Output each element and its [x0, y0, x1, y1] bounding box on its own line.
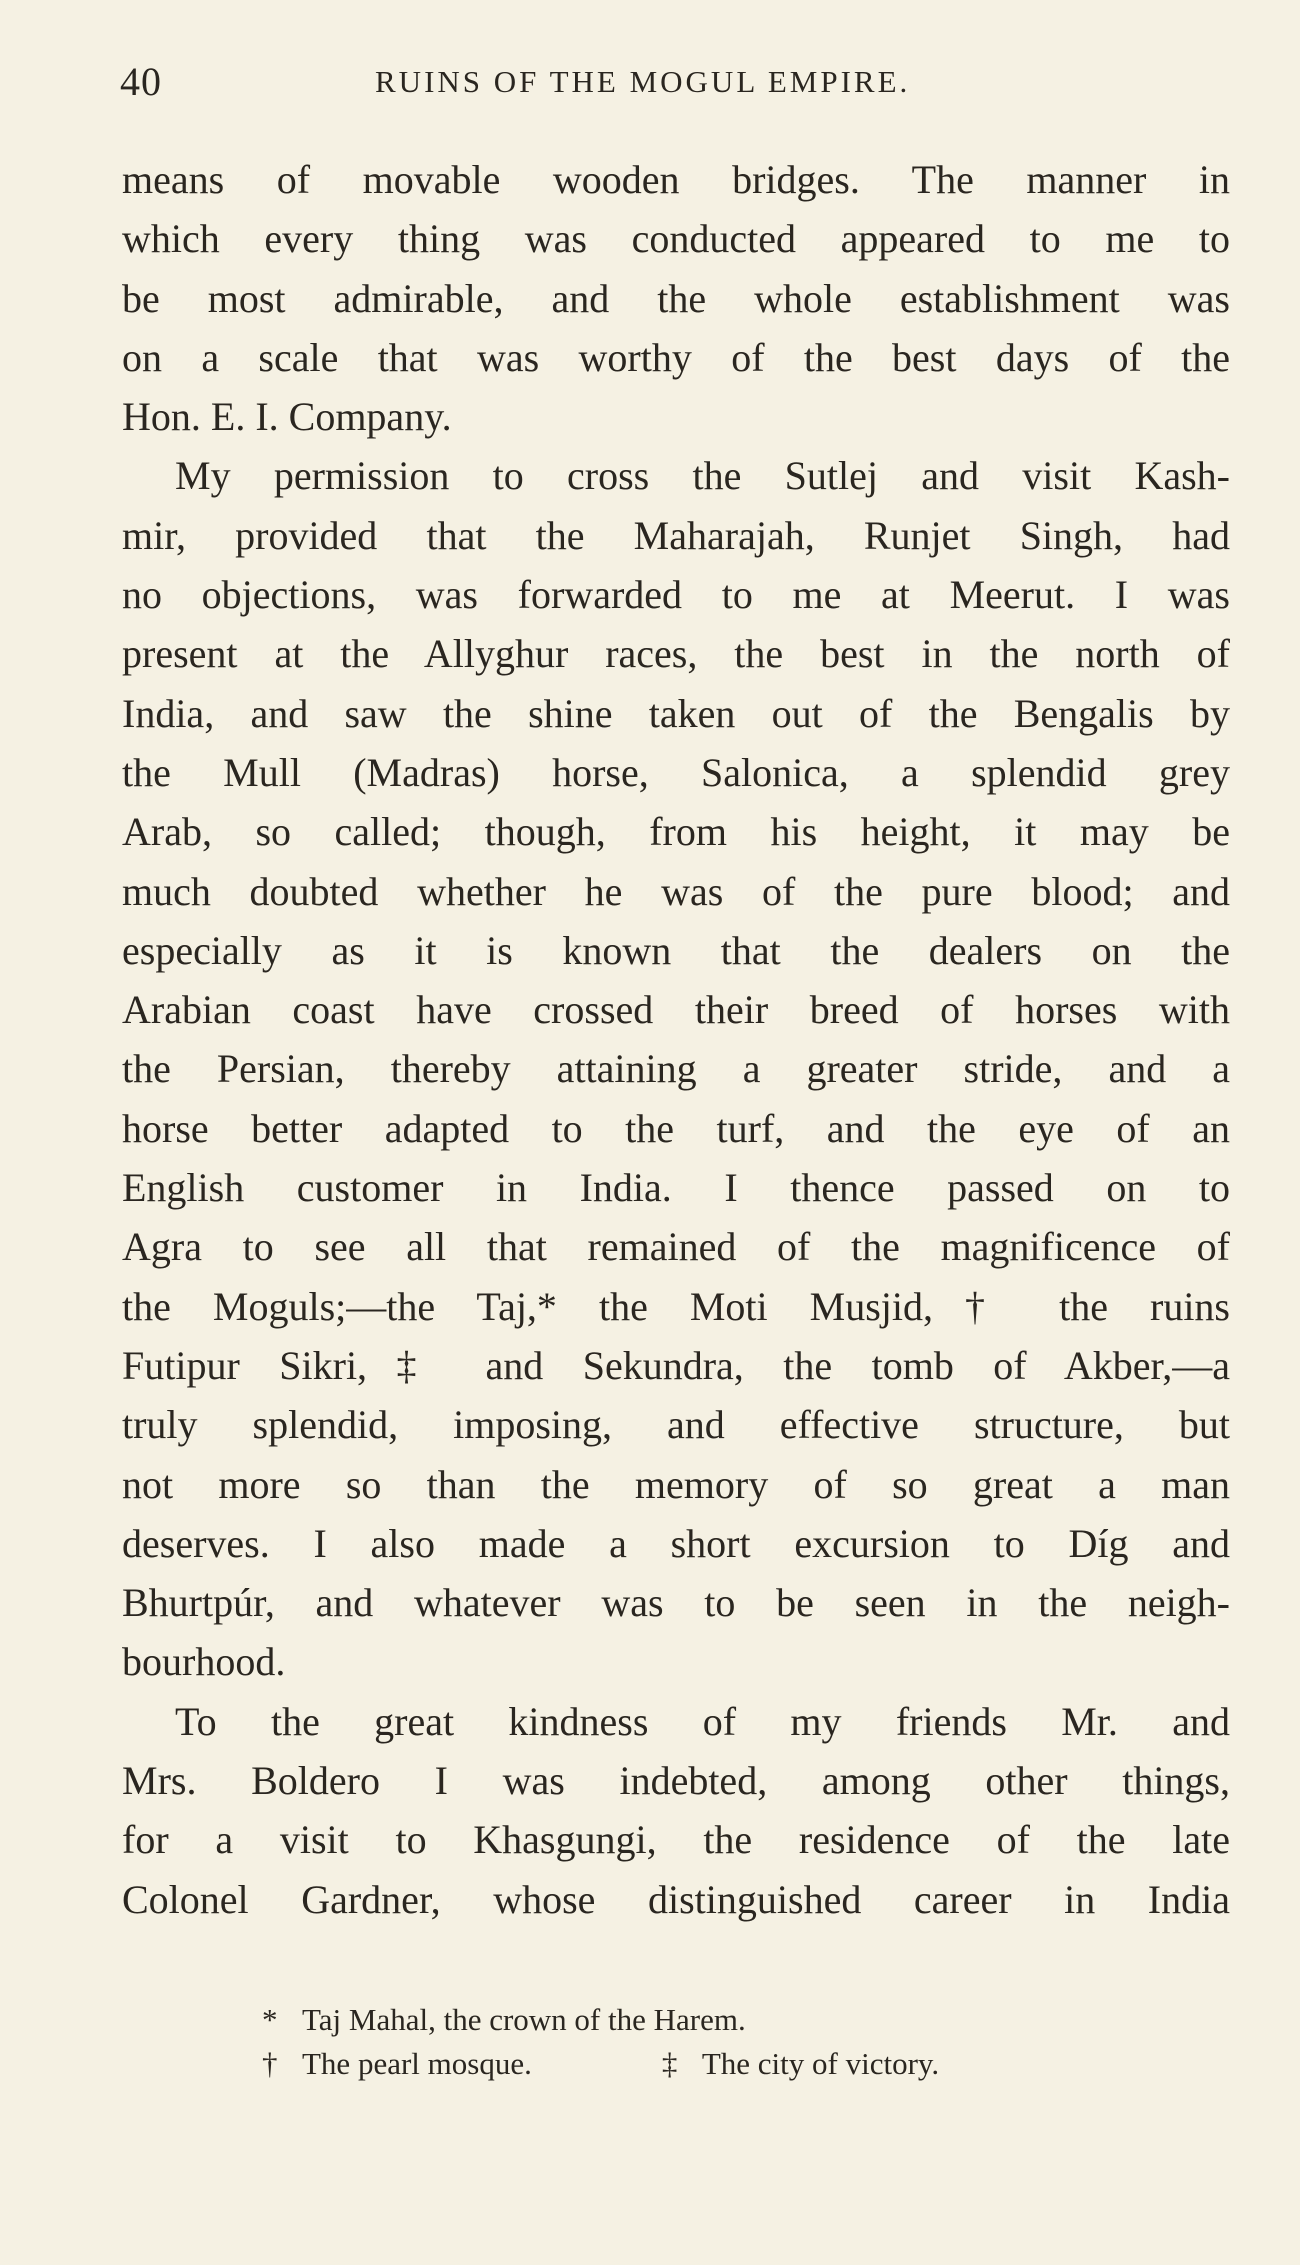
text-line: Hon. E. I. Company. — [122, 394, 452, 440]
text-line: English customer in India. I thence passed on to — [122, 1165, 1230, 1211]
text-line: horse better adapted to the turf, and the eye of an — [122, 1105, 1230, 1151]
running-head — [120, 58, 1230, 118]
text-line: Agra to see all that remained of the magnificence of — [122, 1224, 1230, 1270]
text-line: the Persian, thereby attaining a greater stride, and a — [122, 1046, 1230, 1092]
page-number: 40 — [120, 59, 162, 104]
text-line: Arab, so called; though, from his height, it may be — [122, 809, 1230, 855]
text-line: be most admirable, and the whole establishment was — [122, 275, 1230, 321]
text-line: Mrs. Boldero I was indebted, among other things, — [122, 1758, 1230, 1804]
text-line: Bhurtpúr, and whatever was to be seen in the neigh- — [122, 1580, 1230, 1626]
text-line: truly splendid, imposing, and effective structure, but — [122, 1402, 1230, 1448]
footnote-row — [262, 1998, 1162, 2042]
footnote-mark: † — [262, 2046, 278, 2081]
footnote-text: Taj Mahal, the crown of the Harem. — [302, 2002, 746, 2037]
footnote-row — [262, 2042, 1162, 2086]
footnote-text: The city of victory. — [701, 2046, 940, 2081]
text-line: India, and saw the shine taken out of the Bengalis by — [122, 690, 1230, 736]
text-line: mir, provided that the Maharajah, Runjet Singh, had — [122, 512, 1230, 558]
text-line: much doubted whether he was of the pure blood; and — [122, 868, 1230, 914]
text-line: My permission to cross the Sutlej and visit Kash- — [175, 453, 1230, 499]
text-line: the Moguls;—the Taj,* the Moti Musjid,† the ruins — [122, 1283, 1230, 1329]
running-title: RUINS OF THE MOGUL EMPIRE. — [375, 64, 911, 99]
text-line: for a visit to Khasgungi, the residence of the late — [122, 1817, 1230, 1863]
text-line: which every thing was conducted appeared to me to — [122, 216, 1230, 262]
text-line: Arabian coast have crossed their breed of horses with — [122, 987, 1230, 1033]
text-line: no objections, was forwarded to me at Meerut. I was — [122, 572, 1230, 618]
text-line: means of movable wooden bridges. The manner in — [122, 157, 1230, 202]
text-line: Colonel Gardner, whose distinguished career in India — [122, 1876, 1230, 1922]
text-line: on a scale that was worthy of the best days of the — [122, 334, 1230, 380]
footnote-text: The pearl mosque. — [302, 2046, 532, 2081]
footnotes — [262, 1998, 1162, 2086]
text-line: deserves. I also made a short excursion to Díg and — [122, 1520, 1230, 1566]
text-line: the Mull (Madras) horse, Salonica, a splendid grey — [122, 749, 1230, 795]
text-line: present at the Allyghur races, the best in the north of — [122, 631, 1230, 677]
body-text — [122, 150, 1230, 1929]
footnote-mark: * — [262, 2002, 278, 2037]
text-line: bourhood. — [122, 1639, 286, 1685]
text-line: Futipur Sikri,‡ and Sekundra, the tomb of Akber,—a — [122, 1342, 1230, 1388]
text-line: To the great kindness of my friends Mr. and — [175, 1698, 1230, 1744]
text-line: not more so than the memory of so great a man — [122, 1461, 1230, 1507]
text-line: especially as it is known that the dealers on the — [122, 927, 1230, 973]
footnote-mark: ‡ — [661, 2046, 678, 2081]
